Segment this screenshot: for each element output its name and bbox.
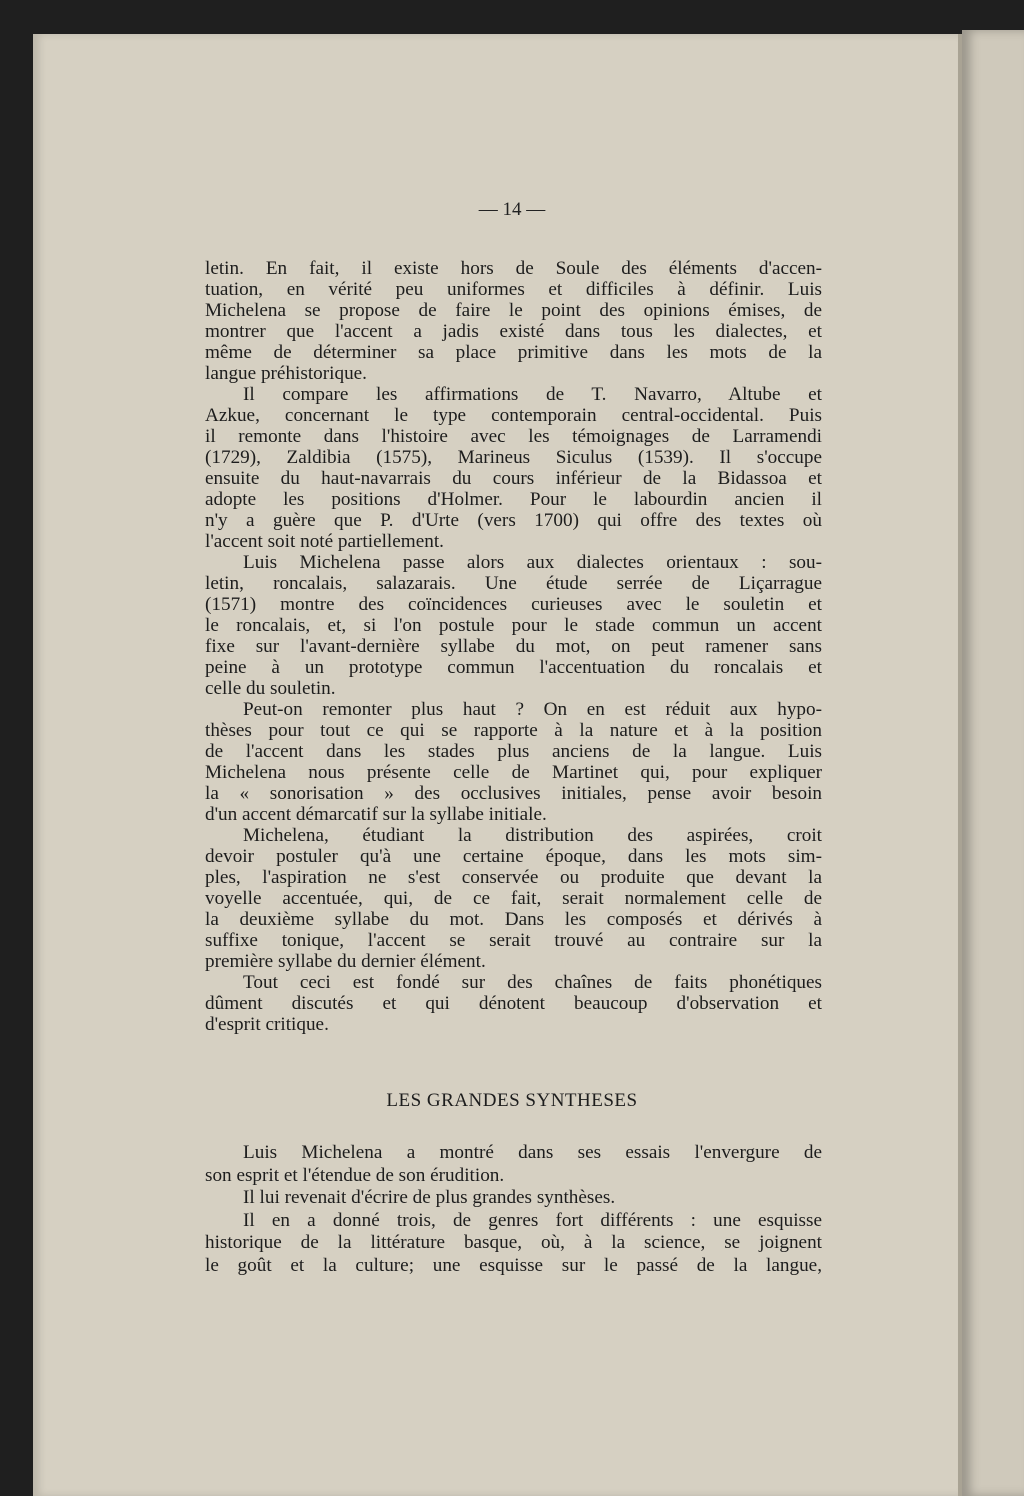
text-line: Luis Michelena a montré dans ses essais l'envergure de — [243, 1142, 822, 1163]
text-line: le roncalais, et, si l'on postule pour le stade commun un accent — [205, 615, 822, 636]
paragraph — [205, 825, 822, 972]
text-line: d'un accent démarcatif sur la syllabe initiale. — [205, 804, 547, 825]
paragraph — [205, 699, 822, 825]
text-line: Tout ceci est fondé sur des chaînes de faits phonétiques — [243, 972, 822, 993]
paragraph — [205, 384, 822, 552]
text-line: celle du souletin. — [205, 678, 336, 699]
text-line: de l'accent dans les stades plus anciens de la langue. Luis — [205, 741, 822, 762]
paragraph — [205, 1187, 822, 1210]
text-line: adopte les positions d'Holmer. Pour le labourdin ancien il — [205, 489, 822, 510]
text-line: ensuite du haut-navarrais du cours inférieur de la Bidassoa et — [205, 468, 822, 489]
facing-page-edge — [962, 30, 1024, 1496]
text-line: letin. En fait, il existe hors de Soule des éléments d'accen- — [205, 258, 822, 279]
text-line: langue préhistorique. — [205, 363, 367, 384]
text-line: Michelena nous présente celle de Martinet qui, pour expliquer — [205, 762, 822, 783]
text-line: la deuxième syllabe du mot. Dans les composés et dérivés à — [205, 909, 822, 930]
text-line: d'esprit critique. — [205, 1014, 329, 1035]
section-text — [205, 1142, 822, 1278]
text-line: Il en a donné trois, de genres fort différents : une esquisse — [243, 1209, 822, 1231]
paragraph — [205, 552, 822, 699]
text-line: n'y a guère que P. d'Urte (vers 1700) qui offre des textes où — [205, 510, 822, 531]
text-line: ples, l'aspiration ne s'est conservée ou produite que devant la — [205, 867, 822, 888]
text-line: (1729), Zaldibia (1575), Marineus Siculus (1539). Il s'occupe — [205, 447, 822, 468]
text-line: devoir postuler qu'à une certaine époque, dans les mots sim- — [205, 846, 822, 867]
paragraph — [205, 258, 822, 384]
text-line: Luis Michelena passe alors aux dialectes orientaux : sou- — [243, 552, 822, 573]
text-line: fixe sur l'avant-dernière syllabe du mot, on peut ramener sans — [205, 636, 822, 657]
text-line: Il lui revenait d'écrire de plus grandes synthèses. — [243, 1187, 616, 1209]
text-line: (1571) montre des coïncidences curieuses avec le souletin et — [205, 594, 822, 615]
text-line: Peut-on remonter plus haut ? On en est réduit aux hypo- — [243, 699, 822, 720]
text-line: l'accent soit noté partiellement. — [205, 531, 444, 552]
paragraph — [205, 1142, 822, 1187]
text-line: historique de la littérature basque, où, à la science, se joignent — [205, 1232, 822, 1254]
text-line: Il compare les affirmations de T. Navarro, Altube et — [243, 384, 822, 405]
text-line: Michelena se propose de faire le point des opinions émises, de — [205, 300, 822, 321]
text-line: Azkue, concernant le type contemporain central-occidental. Puis — [205, 405, 822, 426]
paragraph — [205, 972, 822, 1035]
text-line: suffixe tonique, l'accent se serait trouvé au contraire sur la — [205, 930, 822, 951]
text-line: première syllabe du dernier élément. — [205, 951, 486, 972]
text-line: dûment discutés et qui dénotent beaucoup d'observation et — [205, 993, 822, 1014]
text-line: montrer que l'accent a jadis existé dans tous les dialectes, et — [205, 321, 822, 342]
text-line: thèses pour tout ce qui se rapporte à la nature et à la position — [205, 720, 822, 741]
paragraph — [205, 1210, 822, 1278]
text-line: Michelena, étudiant la distribution des aspirées, croit — [243, 825, 822, 846]
text-line: son esprit et l'étendue de son érudition. — [205, 1164, 505, 1186]
page-number: — 14 — — [478, 199, 546, 220]
text-line: letin, roncalais, salazarais. Une étude serrée de Liçarrague — [205, 573, 822, 594]
text-line: tuation, en vérité peu uniformes et difficiles à définir. Luis — [205, 279, 822, 300]
section-heading: LES GRANDES SYNTHESES — [386, 1090, 638, 1111]
text-line: le goût et la culture; une esquisse sur le passé de la langue, — [205, 1254, 822, 1276]
text-line: peine à un prototype commun l'accentuation du roncalais et — [205, 657, 822, 678]
text-line: il remonte dans l'histoire avec les témoignages de Larramendi — [205, 426, 822, 447]
text-line: la « sonorisation » des occlusives initiales, pense avoir besoin — [205, 783, 822, 804]
text-line: même de déterminer sa place primitive dans les mots de la — [205, 342, 822, 363]
body-text — [205, 258, 822, 1035]
text-line: voyelle accentuée, qui, de ce fait, serait normalement celle de — [205, 888, 822, 909]
